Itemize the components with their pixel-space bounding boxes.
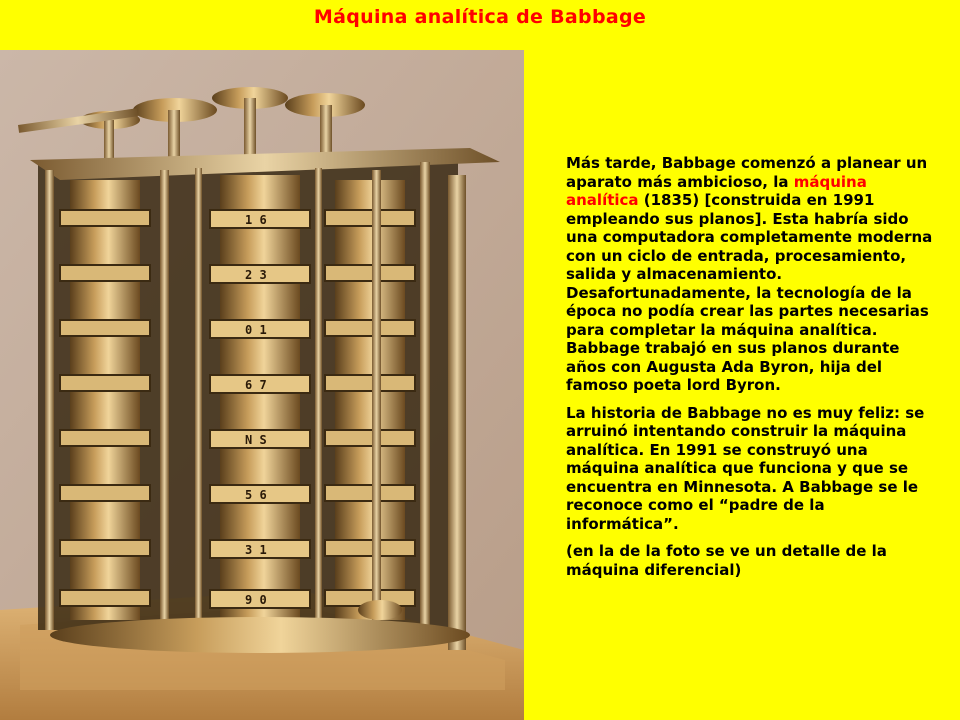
description-text [566,154,938,588]
paragraph-1 [566,154,938,395]
paragraph-3: (en la de la foto se ve un detalle de la máquina diferencial) [566,542,887,579]
paragraph-2: La historia de Babbage no es muy feliz: se arruinó intentando construir la máquina analítica. En 1991 se construyó una máquina analítica que funciona y que se encuentra en Minnesota. A Babbage se le reconoce como el “padre de la informática”. [566,403,925,533]
wheel-digit-label: 1 6 [245,213,267,227]
highlighted-term: máquina analítica [566,172,867,209]
wheel-digit-label: N S [245,433,267,447]
wheel-columns [70,175,405,635]
wheel-digit-label: 9 0 [245,593,267,607]
slide-title: Máquina analítica de Babbage [313,6,647,28]
wheel-digit-label: 6 7 [245,378,267,392]
wheel-digit-label: 5 6 [245,488,267,502]
wheel-digit-label: 2 3 [245,268,267,282]
paragraph-1-end: (1835) [construida en 1991 empleando sus planos]. Esta habría sido una computadora completamente moderna con un ciclo de entrada, procesamiento, salida y almacenamiento. Desafortunadamente, la tecnología de la época no podía crear las partes necesarias para completar la máquina analítica. Babbage trabajó en sus planos durante años con Augusta Ada Byron, hija del famoso poeta lord Byron. [566,191,933,394]
paragraph-1-start: Más tarde, Babbage comenzó a planear un aparato más ambicioso, la [566,154,928,191]
difference-engine-illustration [0,50,524,720]
wheel-digit-label: 3 1 [245,543,267,557]
wheel-digit-label: 0 1 [245,323,267,337]
difference-engine-photo [0,50,524,720]
